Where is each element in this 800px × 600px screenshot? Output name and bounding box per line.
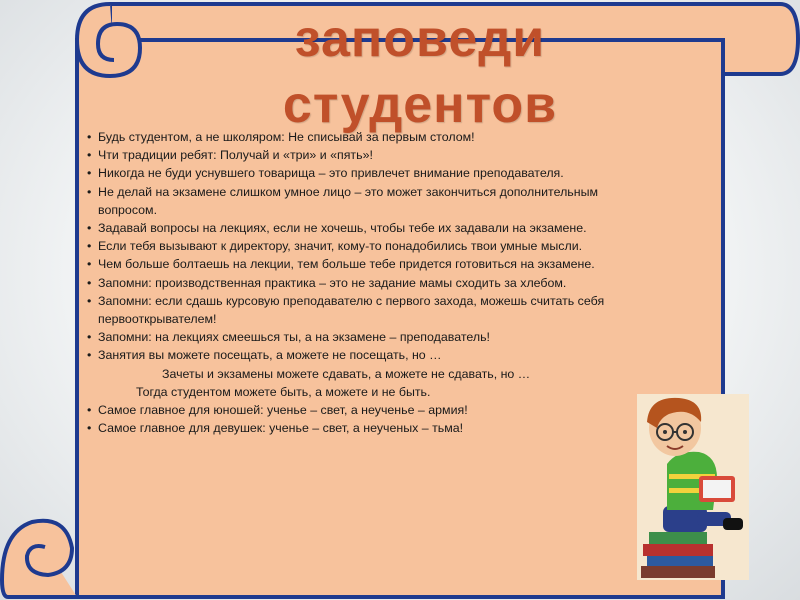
commandment-item: • Запомни: на лекциях смеешься ты, а на экзамене – преподаватель! — [84, 328, 644, 346]
commandment-item: • Чем больше болтаешь на лекции, тем больше тебе придется готовиться на экзамене. — [84, 255, 644, 273]
commandment-item: • Запомни: производственная практика – это не задание мамы сходить за хлебом. — [84, 274, 644, 292]
commandment-item: • Будь студентом, а не школяром: Не списывай за первым столом! — [84, 128, 644, 146]
slide-title — [120, 6, 720, 138]
commandment-item: • Запомни: если сдашь курсовую преподавателю с первого захода, можешь считать себя первооткрывателем! — [84, 292, 644, 328]
commandment-item: • Самое главное для девушек: ученье – свет, а неученых – тьма! — [84, 419, 644, 437]
commandments-list — [84, 128, 644, 437]
commandment-item: • Не делай на экзамене слишком умное лицо – это может закончиться дополнительным вопросом. — [84, 183, 644, 219]
slide-title-line2: студентов — [282, 76, 558, 134]
commandment-item: • Если тебя вызывают к директору, значит, кому-то понадобились твои умные мысли. — [84, 237, 644, 255]
commandment-item: • Чти традиции ребят: Получай и «три» и «пять»! — [84, 146, 644, 164]
commandment-item: • Занятия вы можете посещать, а можете не посещать, но … — [84, 346, 644, 364]
commandment-item: Зачеты и экзамены можете сдавать, а можете не сдавать, но … — [162, 366, 531, 381]
student-with-books-picture — [637, 394, 749, 580]
commandment-item: • Задавай вопросы на лекциях, если не хочешь, чтобы тебе их задавали на экзамене. — [84, 219, 644, 237]
scroll-bottom-curl — [2, 521, 77, 597]
commandment-item: • Самое главное для юношей: ученье – свет, а неученье – армия! — [84, 401, 644, 419]
commandment-item: Тогда студентом можете быть, а можете и не быть. — [136, 384, 431, 399]
slide-title-line1: заповеди — [294, 10, 546, 68]
commandment-item: • Никогда не буди уснувшего товарища – это привлечет внимание преподавателя. — [84, 164, 644, 182]
